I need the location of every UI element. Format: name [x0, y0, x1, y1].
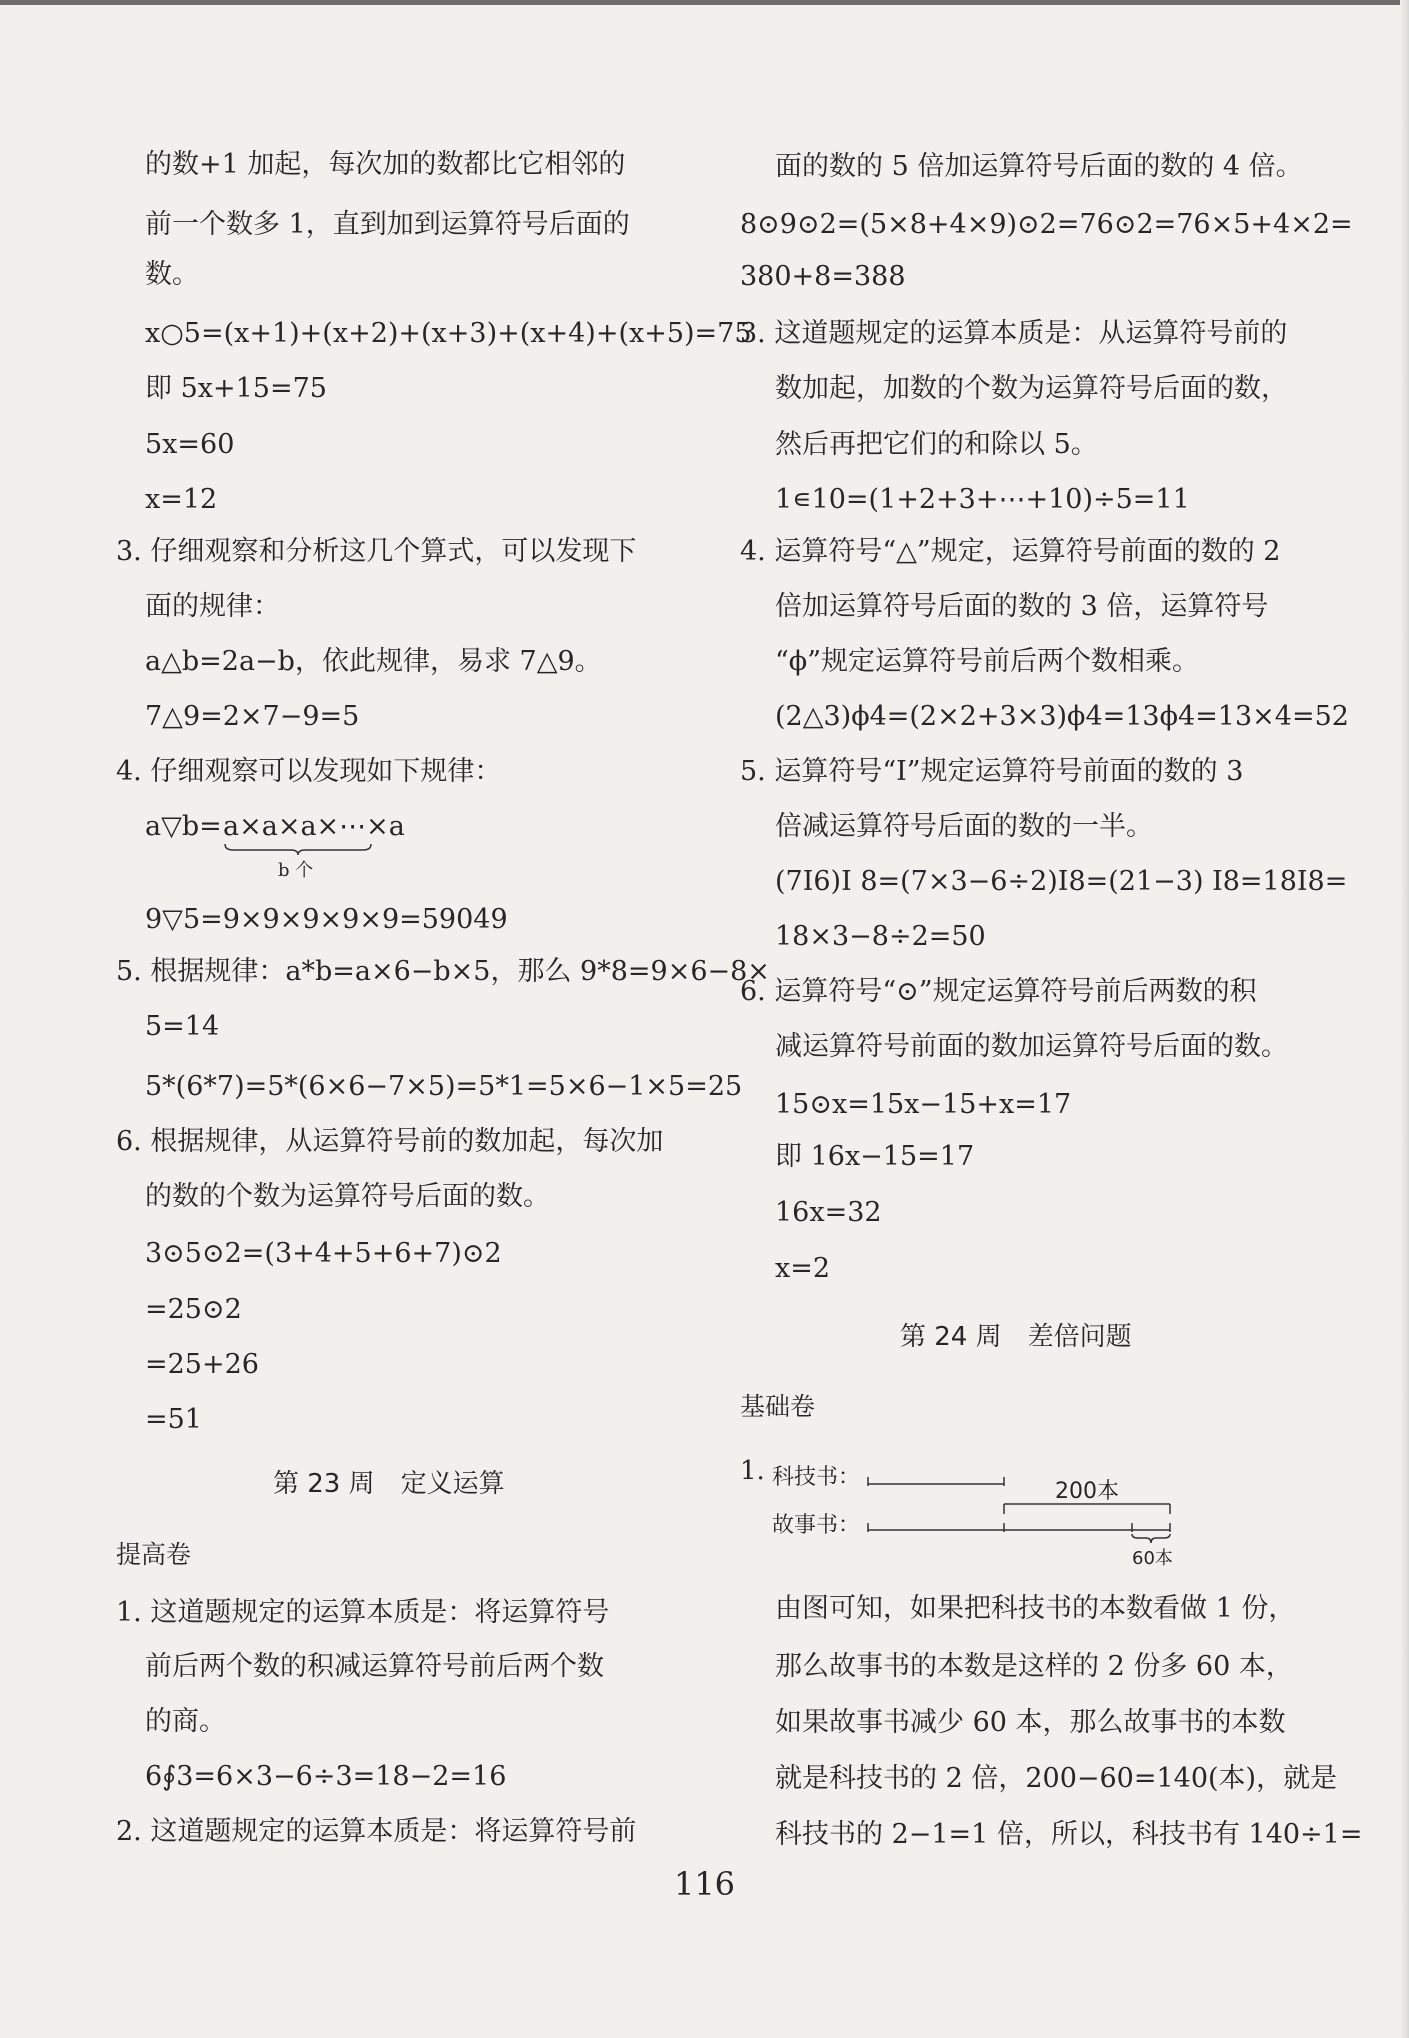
segment-lines: [740, 1450, 1180, 1550]
answer-item-5: 5. 运算符号“I”规定运算符号前面的数的 3: [740, 756, 1244, 787]
text-line: 减运算符号前面的数加运算符号后面的数。: [775, 1031, 1288, 1062]
text-line: 面的规律：: [145, 591, 280, 622]
segment-diagram: [740, 1450, 1180, 1569]
formula-line: =25⊙2: [145, 1294, 242, 1325]
formula-line: 5*(6*7)=5*(6×6−7×5)=5*1=5×6−1×5=25: [145, 1071, 743, 1102]
text-line: 倍加运算符号后面的数的 3 倍，运算符号: [775, 591, 1269, 622]
formula-line: x=2: [775, 1253, 831, 1284]
subsection-title: 基础卷: [740, 1392, 816, 1421]
text-line: 的数的个数为运算符号后面的数。: [145, 1181, 550, 1212]
answer-item-4: 4. 仔细观察可以发现如下规律：: [116, 756, 502, 787]
underbrace: [223, 842, 373, 856]
page-top-edge: [0, 0, 1409, 5]
brace-count-label: b 个: [278, 860, 314, 881]
text-line: 数。: [145, 259, 199, 290]
subsection-title: 提高卷: [116, 1540, 192, 1569]
formula-line: 380+8=388: [740, 261, 906, 292]
page-right-edge: [1400, 0, 1409, 2038]
formula-line: 即 16x−15=17: [775, 1141, 975, 1172]
answer-item-3: 3. 仔细观察和分析这几个算式，可以发现下: [116, 536, 637, 567]
formula-line: 15⊙x=15x−15+x=17: [775, 1089, 1072, 1120]
text-line: 前后两个数的积减运算符号前后两个数: [145, 1651, 604, 1682]
formula-line: =25+26: [145, 1349, 259, 1380]
text-line: 就是科技书的 2 倍，200−60=140(本)，就是: [775, 1763, 1338, 1794]
section-heading-week-24: 第 24 周 差倍问题: [900, 1322, 1132, 1352]
formula-line: x=12: [145, 484, 218, 515]
total-label: 200本: [1055, 1479, 1119, 1504]
text-line: 的数+1 加起，每次加的数都比它相邻的: [145, 149, 626, 180]
text-line: 前一个数多 1，直到加到运算符号后面的: [145, 209, 630, 240]
text-line: 科技书的 2−1=1 倍，所以，科技书有 140÷1=: [775, 1819, 1363, 1850]
answer-item-5: 5. 根据规律：a*b=a×6−b×5，那么 9*8=9×6−8×: [116, 956, 770, 987]
text-line: 由图可知，如果把科技书的本数看做 1 份，: [775, 1593, 1296, 1624]
answer-item-6: 6. 根据规律，从运算符号前的数加起，每次加: [116, 1126, 664, 1157]
formula-line: (7I6)I 8=(7×3−6÷2)I8=(21−3) I8=18I8=: [775, 866, 1348, 897]
text-line: “ϕ”规定运算符号前后两个数相乘。: [775, 646, 1200, 677]
section-heading-week-23: 第 23 周 定义运算: [273, 1469, 505, 1499]
answer-item-6: 6. 运算符号“⊙”规定运算符号前后两数的积: [740, 976, 1257, 1007]
formula-line: 18×3−8÷2=50: [775, 921, 986, 952]
answer-item-1: 1. 这道题规定的运算本质是：将运算符号: [116, 1597, 610, 1628]
science-book-label: 科技书：: [772, 1465, 861, 1490]
story-book-label: 故事书：: [772, 1513, 861, 1538]
formula-line: a△b=2a−b，依此规律，易求 7△9。: [145, 646, 602, 677]
text-line: 倍减运算符号后面的数的一半。: [775, 811, 1153, 842]
brace-formula: [145, 810, 405, 880]
formula-line: 1∊10=(1+2+3+⋯+10)÷5=11: [775, 484, 1190, 515]
answer-item-4: 4. 运算符号“△”规定，运算符号前面的数的 2: [740, 536, 1281, 567]
formula-line: 3⊙5⊙2=(3+4+5+6+7)⊙2: [145, 1238, 502, 1269]
text-line: 面的数的 5 倍加运算符号后面的数的 4 倍。: [775, 151, 1303, 182]
page-number: 116: [673, 1865, 736, 1903]
brace-formula-lhs: a▽b=: [145, 811, 222, 842]
answer-item-2: 2. 这道题规定的运算本质是：将运算符号前: [116, 1816, 637, 1847]
brace-formula-rhs: a×a×a×⋯×a: [223, 811, 405, 842]
extra-label: 60本: [1132, 1548, 1173, 1569]
text-line: 然后再把它们的和除以 5。: [775, 429, 1098, 460]
formula-line: 5=14: [145, 1011, 220, 1042]
text-line: 那么故事书的本数是这样的 2 份多 60 本，: [775, 1651, 1293, 1682]
formula-line: 即 5x+15=75: [145, 373, 327, 404]
text-line: 如果故事书减少 60 本，那么故事书的本数: [775, 1707, 1286, 1738]
diagram-item-number: 1.: [740, 1456, 765, 1486]
text-line: 数加起，加数的个数为运算符号后面的数，: [775, 373, 1288, 404]
text-line: 的商。: [145, 1706, 226, 1737]
formula-line: 9▽5=9×9×9×9×9=59049: [145, 904, 508, 935]
formula-line: x○5=(x+1)+(x+2)+(x+3)+(x+4)+(x+5)=75: [145, 318, 752, 349]
formula-line: 6∮3=6×3−6÷3=18−2=16: [145, 1761, 507, 1792]
formula-line: =51: [145, 1404, 202, 1435]
answer-item-3: 3. 这道题规定的运算本质是：从运算符号前的: [740, 318, 1288, 349]
formula-line: 16x=32: [775, 1197, 882, 1228]
formula-line: 8⊙9⊙2=(5×8+4×9)⊙2=76⊙2=76×5+4×2=: [740, 209, 1353, 240]
formula-line: (2△3)ϕ4=(2×2+3×3)ϕ4=13ϕ4=13×4=52: [775, 701, 1349, 732]
formula-line: 5x=60: [145, 429, 235, 460]
formula-line: 7△9=2×7−9=5: [145, 701, 360, 732]
